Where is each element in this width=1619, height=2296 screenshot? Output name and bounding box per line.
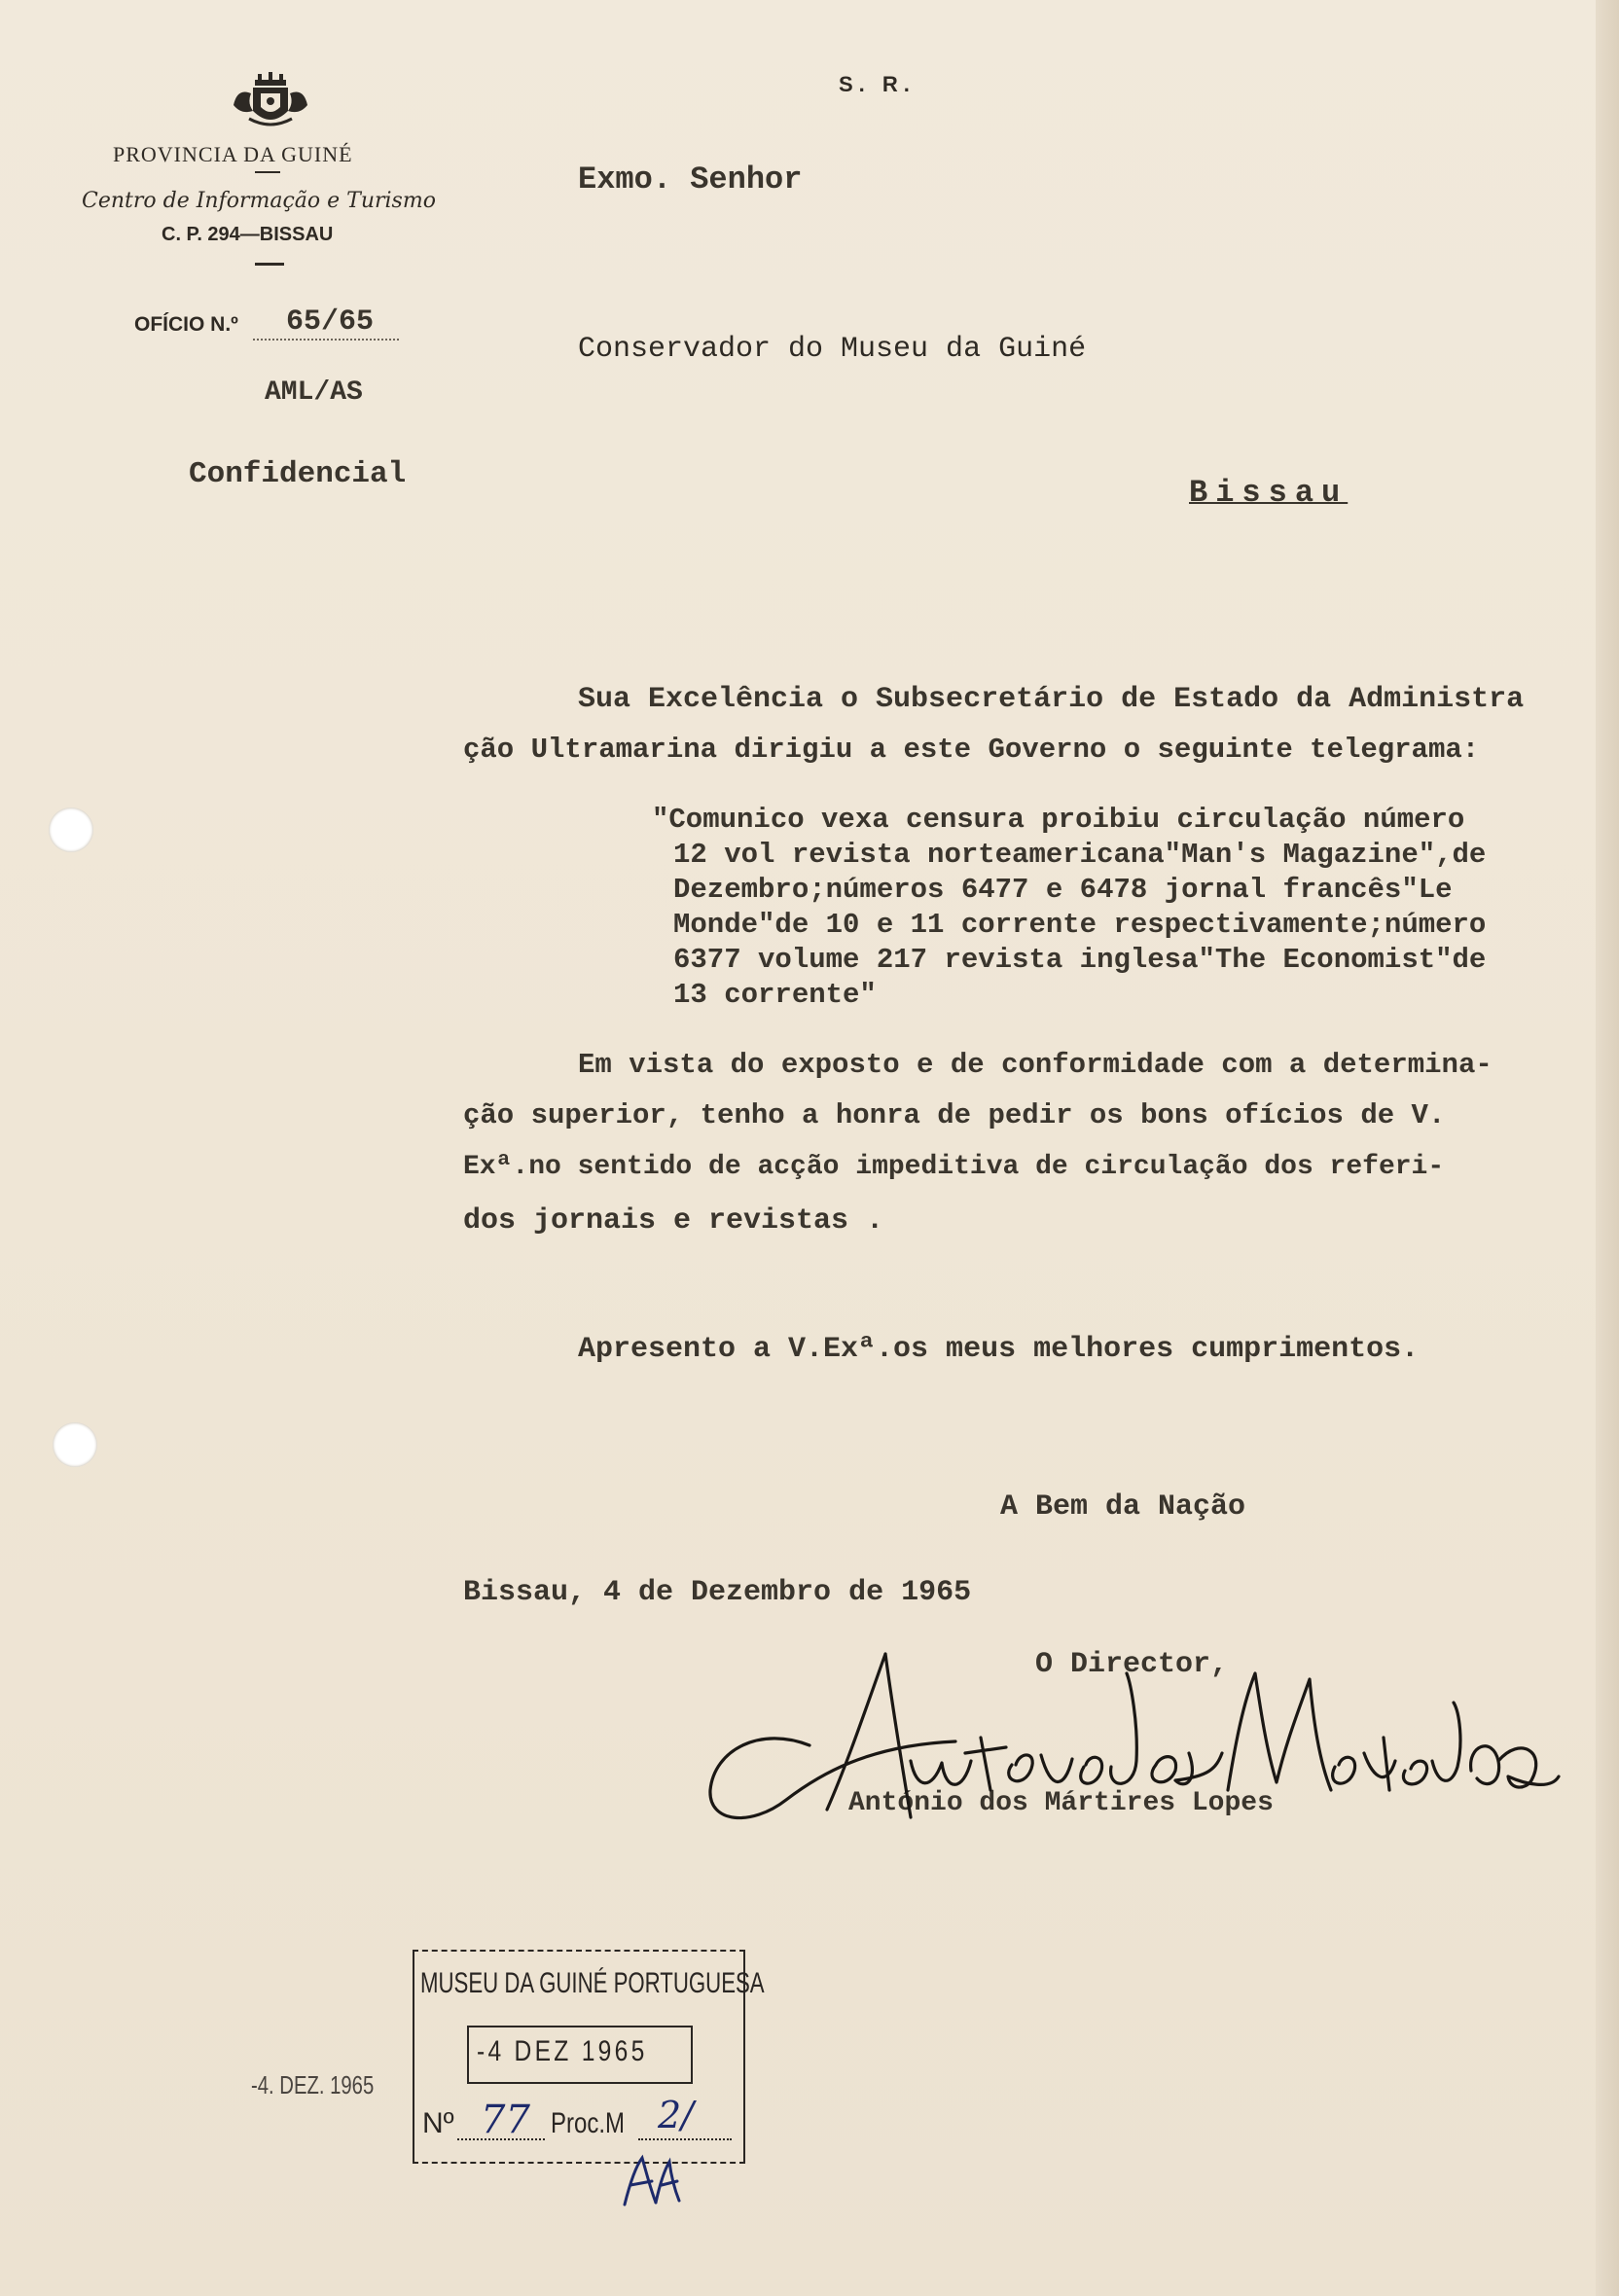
- telegram-quote-line-6: 13 corrente": [673, 979, 877, 1011]
- stamp-proc-line: [638, 2138, 732, 2140]
- letterhead-divider: [255, 171, 280, 173]
- body-paragraph-1-line-1: Sua Excelência o Subsecretário de Estado da Administra: [578, 683, 1525, 716]
- punch-hole-top: [49, 807, 93, 852]
- stamp-institution: MUSEU DA GUINÉ PORTUGUESA: [420, 1967, 765, 1999]
- body-paragraph-2-line-3: Exª.no sentido de acção impeditiva de circulação dos referi-: [463, 1152, 1445, 1182]
- telegram-quote-line-5: 6377 volume 217 revista inglesa"The Economist"de: [673, 944, 1487, 976]
- telegram-quote-line-3: Dezembro;números 6477 e 6478 jornal francês"Le: [673, 874, 1453, 906]
- museum-receipt-stamp: [413, 1950, 765, 2164]
- stamp-number-value: 77: [481, 2098, 530, 2142]
- oficio-number: 65/65: [286, 305, 375, 339]
- handwritten-signature: [702, 1644, 1578, 1848]
- stamp-number-label: Nº: [422, 2107, 454, 2139]
- letterhead-address: C. P. 294—BISSAU: [162, 224, 334, 245]
- addressee-title: Conservador do Museu da Guiné: [578, 333, 1087, 366]
- signatory-name: António dos Mártires Lopes: [848, 1788, 1274, 1818]
- motto: A Bem da Nação: [1000, 1490, 1246, 1524]
- body-paragraph-2-line-2: ção superior, tenho a honra de pedir os bons ofícios de V.: [463, 1099, 1446, 1131]
- oficio-dotted-line: [253, 339, 399, 341]
- stamp-date: -4 DEZ 1965: [477, 2035, 648, 2067]
- letterhead-province: PROVINCIA DA GUINÉ: [113, 142, 353, 166]
- place-date: Bissau, 4 de Dezembro de 1965: [463, 1576, 972, 1609]
- body-paragraph-2-line-1: Em vista do exposto e de conformidade com a determina-: [578, 1049, 1493, 1081]
- handwritten-initials: [617, 2152, 685, 2210]
- page-edge: [1596, 0, 1619, 2296]
- addressee-city: Bissau: [1189, 475, 1349, 511]
- stamp-proc-value: 2/: [658, 2094, 694, 2136]
- signatory-role: O Director,: [1035, 1648, 1229, 1681]
- stamp-date-box: [467, 2026, 693, 2084]
- telegram-quote-line-1: "Comunico vexa censura proibiu circulação número: [652, 804, 1465, 836]
- coat-of-arms-icon: [230, 72, 311, 132]
- initials: AML/AS: [265, 377, 363, 408]
- body-paragraph-1-line-2: ção Ultramarina dirigiu a este Governo o seguinte telegrama:: [463, 734, 1480, 766]
- confidential-label: Confidencial: [189, 457, 407, 491]
- closing-line: Apresento a V.Exª.os meus melhores cumprimentos.: [578, 1333, 1420, 1366]
- receipt-date-mark: -4. DEZ. 1965: [251, 2070, 375, 2099]
- punch-hole-bottom: [53, 1422, 97, 1467]
- salutation: Exmo. Senhor: [578, 161, 803, 197]
- telegram-quote-line-2: 12 vol revista norteamericana"Man's Magazine",de: [673, 839, 1487, 871]
- classification-mark: S. R.: [839, 72, 916, 96]
- body-paragraph-2-line-4: dos jornais e revistas .: [463, 1204, 884, 1238]
- letterhead-centre: Centro de Informação e Turismo: [82, 189, 436, 213]
- letterhead-divider-2: [255, 263, 284, 266]
- stamp-proc-label: Proc.M: [551, 2107, 626, 2139]
- telegram-quote-line-4: Monde"de 10 e 11 corrente respectivamente;número: [673, 909, 1487, 941]
- oficio-label: OFÍCIO N.º: [134, 313, 238, 336]
